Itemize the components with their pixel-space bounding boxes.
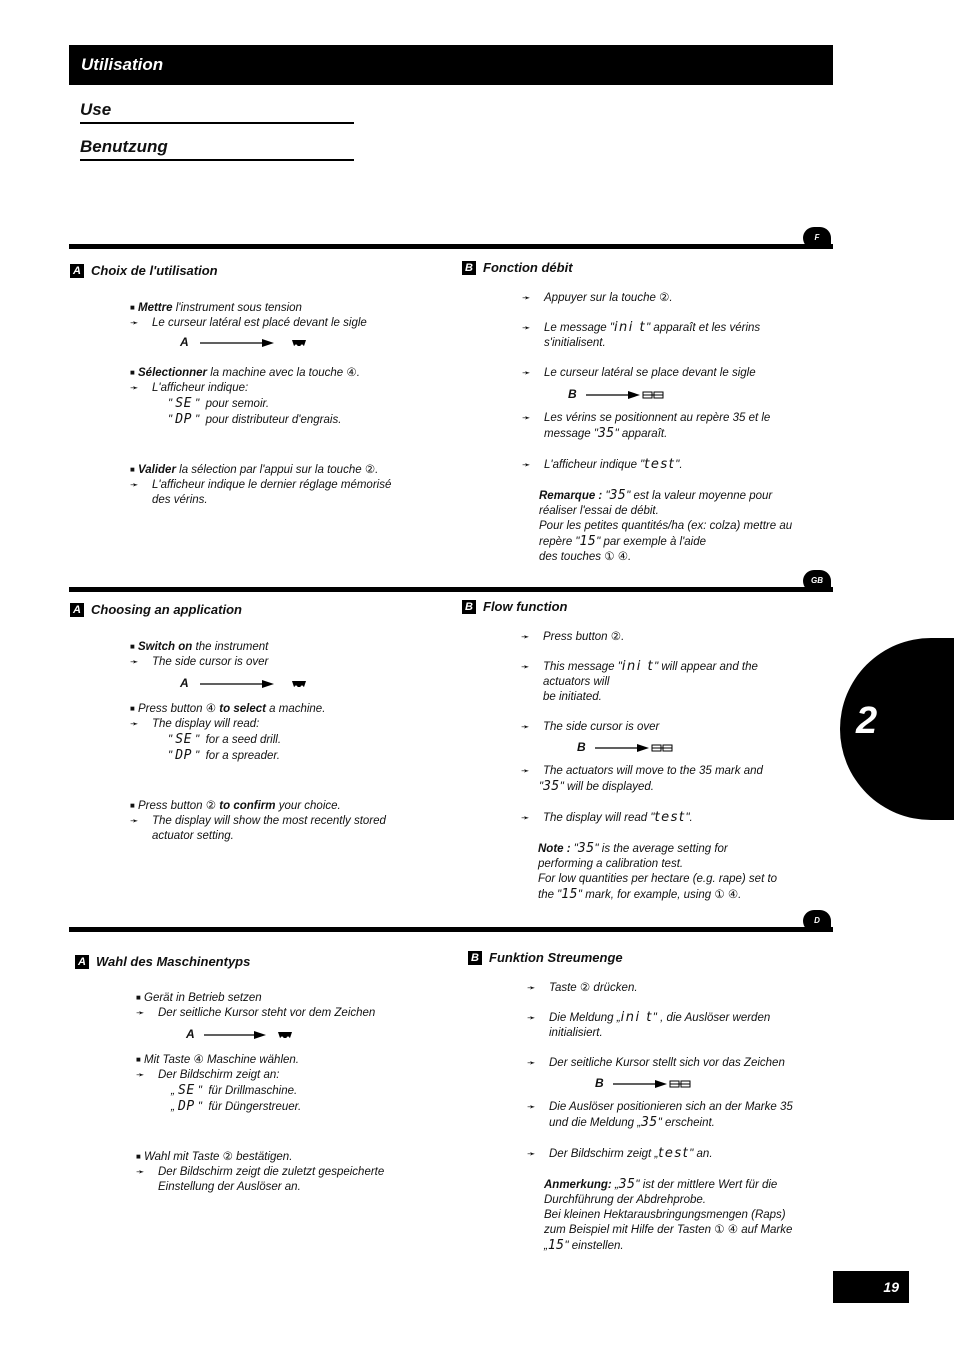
- lang-tab-gb: GB: [803, 570, 831, 592]
- gb-heading-b: B Flow function: [462, 599, 567, 614]
- letter-b-icon: B: [468, 951, 482, 965]
- cursor-diagram-a: A: [186, 1027, 456, 1043]
- fr-heading-b: B Fonction débit: [462, 260, 573, 275]
- de-heading-b: B Funktion Streumenge: [468, 950, 623, 965]
- page-number: 19: [833, 1271, 909, 1303]
- section-rule-de: [69, 927, 833, 932]
- cursor-diagram-b: B: [577, 740, 821, 756]
- arrow-long-icon: [580, 390, 642, 400]
- spreader-symbol-icon: [669, 1079, 691, 1089]
- chapter-title: Utilisation: [81, 55, 164, 74]
- fr-column-a: ■ Mettre l'instrument sous tension ➛ Le curseur latéral est placé devant le sigle A ■ Sélectionner la machine avec la touche ④. ➛ L'afficheur indique: " SE " pour semoir. " DP " pour distributeur d'engrais. ■ Valider la sélection par l'appui sur la touche ②. ➛ L'afficheur indique le dernier réglage mémorisé des vérins.: [130, 300, 450, 508]
- fr-heading-a: [70, 263, 218, 278]
- arrow-long-icon: [198, 1030, 274, 1040]
- letter-a-icon: A: [70, 603, 84, 617]
- cursor-diagram-a: A: [180, 335, 450, 351]
- letter-b-icon: B: [462, 600, 476, 614]
- gb-heading-a: A Choosing an application: [70, 602, 242, 617]
- spreader-symbol-icon: [651, 743, 673, 753]
- lang-tab-fr: F: [803, 227, 831, 249]
- fr-column-b: ➛ Appuyer sur la touche ②. ➛ Le message "ini t" apparaît et les vérins s'initialisent. ➛ Le curseur latéral se place devant le sigle B ➛ Les vérins se positionnent au repère 35 et le message "35" apparaît. ➛ L'afficheur indique "test". Remarque : "35" est la valeur moyenne pour réaliser l'essai de débit. Pour les petites quantités/ha (ex: colza) mettre au repère "15" par exemple à l'aide des touches ① ④.: [522, 291, 822, 565]
- bullet-icon: ■: [130, 303, 135, 312]
- de-heading-a: A Wahl des Maschinentyps: [75, 954, 250, 969]
- letter-b-icon: B: [462, 261, 476, 275]
- seed-drill-symbol-icon: [291, 338, 307, 348]
- cursor-diagram-b: B: [568, 387, 822, 403]
- de-column-b: ➛ Taste ② drücken. ➛ Die Meldung „ini t" , die Auslöser werden initialisiert. ➛ Der seitliche Kursor stellt sich vor das Zeichen B ➛ Die Auslöser positionieren sich an der Marke 35 und die Meldung „35" erscheint. ➛ Der Bildschirm zeigt „test" an. Anmerkung: „35" ist der mittlere Wert für die Durchführung der Abdrehprobe. Bei kleinen Hektarausbringungsmengen (Raps) zum Beispiel mit Hilfe der Tasten ① ④ auf Marke „15" einstellen.: [527, 981, 827, 1254]
- section-rule-fr: [69, 244, 833, 249]
- de-column-a: ■ Gerät in Betrieb setzen ➛ Der seitliche Kursor steht vor dem Zeichen A ■ Mit Taste ④ Maschine wählen. ➛ Der Bildschirm zeigt an: „ SE " für Drillmaschine. „ DP " für Düngerstreuer. ■ Wahl mit Taste ② bestätigen. ➛ Der Bildschirm zeigt die zuletzt gespeicherte Einstellung der Auslöser an.: [136, 990, 456, 1195]
- cursor-diagram-a: A: [180, 676, 450, 692]
- arrow-long-icon: [607, 1079, 669, 1089]
- section-rule-gb: [69, 587, 833, 592]
- chapter-side-number: 2: [856, 700, 878, 742]
- seed-drill-symbol-icon: [277, 1030, 293, 1040]
- lang-tab-de: D: [803, 910, 831, 932]
- letter-a-icon: A: [75, 955, 89, 969]
- subtitle-use: Use: [80, 100, 354, 124]
- gb-column-b: ➛ Press button ②. ➛ This message "ini t" will appear and the actuators will be initiated. ➛ The side cursor is over B ➛ The actuators will move to the 35 mark and "35" will be displayed. ➛ The display will read "test". Note : "35" is the average setting for performing a calibration test. For low quantities per hectare (e.g. rape) set to the "15" mark, for example, using ① ④.: [521, 630, 821, 903]
- arrow-long-icon: [589, 743, 651, 753]
- arrow-long-icon: [192, 679, 288, 689]
- display-dp: DP: [175, 412, 192, 427]
- display-se: SE: [175, 396, 192, 411]
- subtitle-benutzung: Benutzung: [80, 137, 354, 161]
- seed-drill-symbol-icon: [291, 679, 307, 689]
- fr-heading-a-text: Choix de l'utilisation: [91, 263, 218, 278]
- letter-a-icon: A: [70, 264, 84, 278]
- spreader-symbol-icon: [642, 390, 664, 400]
- arrow-long-icon: [192, 338, 288, 348]
- gb-column-a: ■ Switch on the instrument ➛ The side cursor is over A ■ Press button ④ to select a machine. ➛ The display will read: " SE " for a seed drill. " DP " for a spreader. ■ Press button ② to confirm your choice. ➛ The display will show the most recently stored actuator setting.: [130, 639, 450, 844]
- cursor-diagram-b: B: [595, 1076, 827, 1092]
- chapter-header-bar: [69, 45, 833, 85]
- arrow-icon: ➛: [130, 318, 139, 329]
